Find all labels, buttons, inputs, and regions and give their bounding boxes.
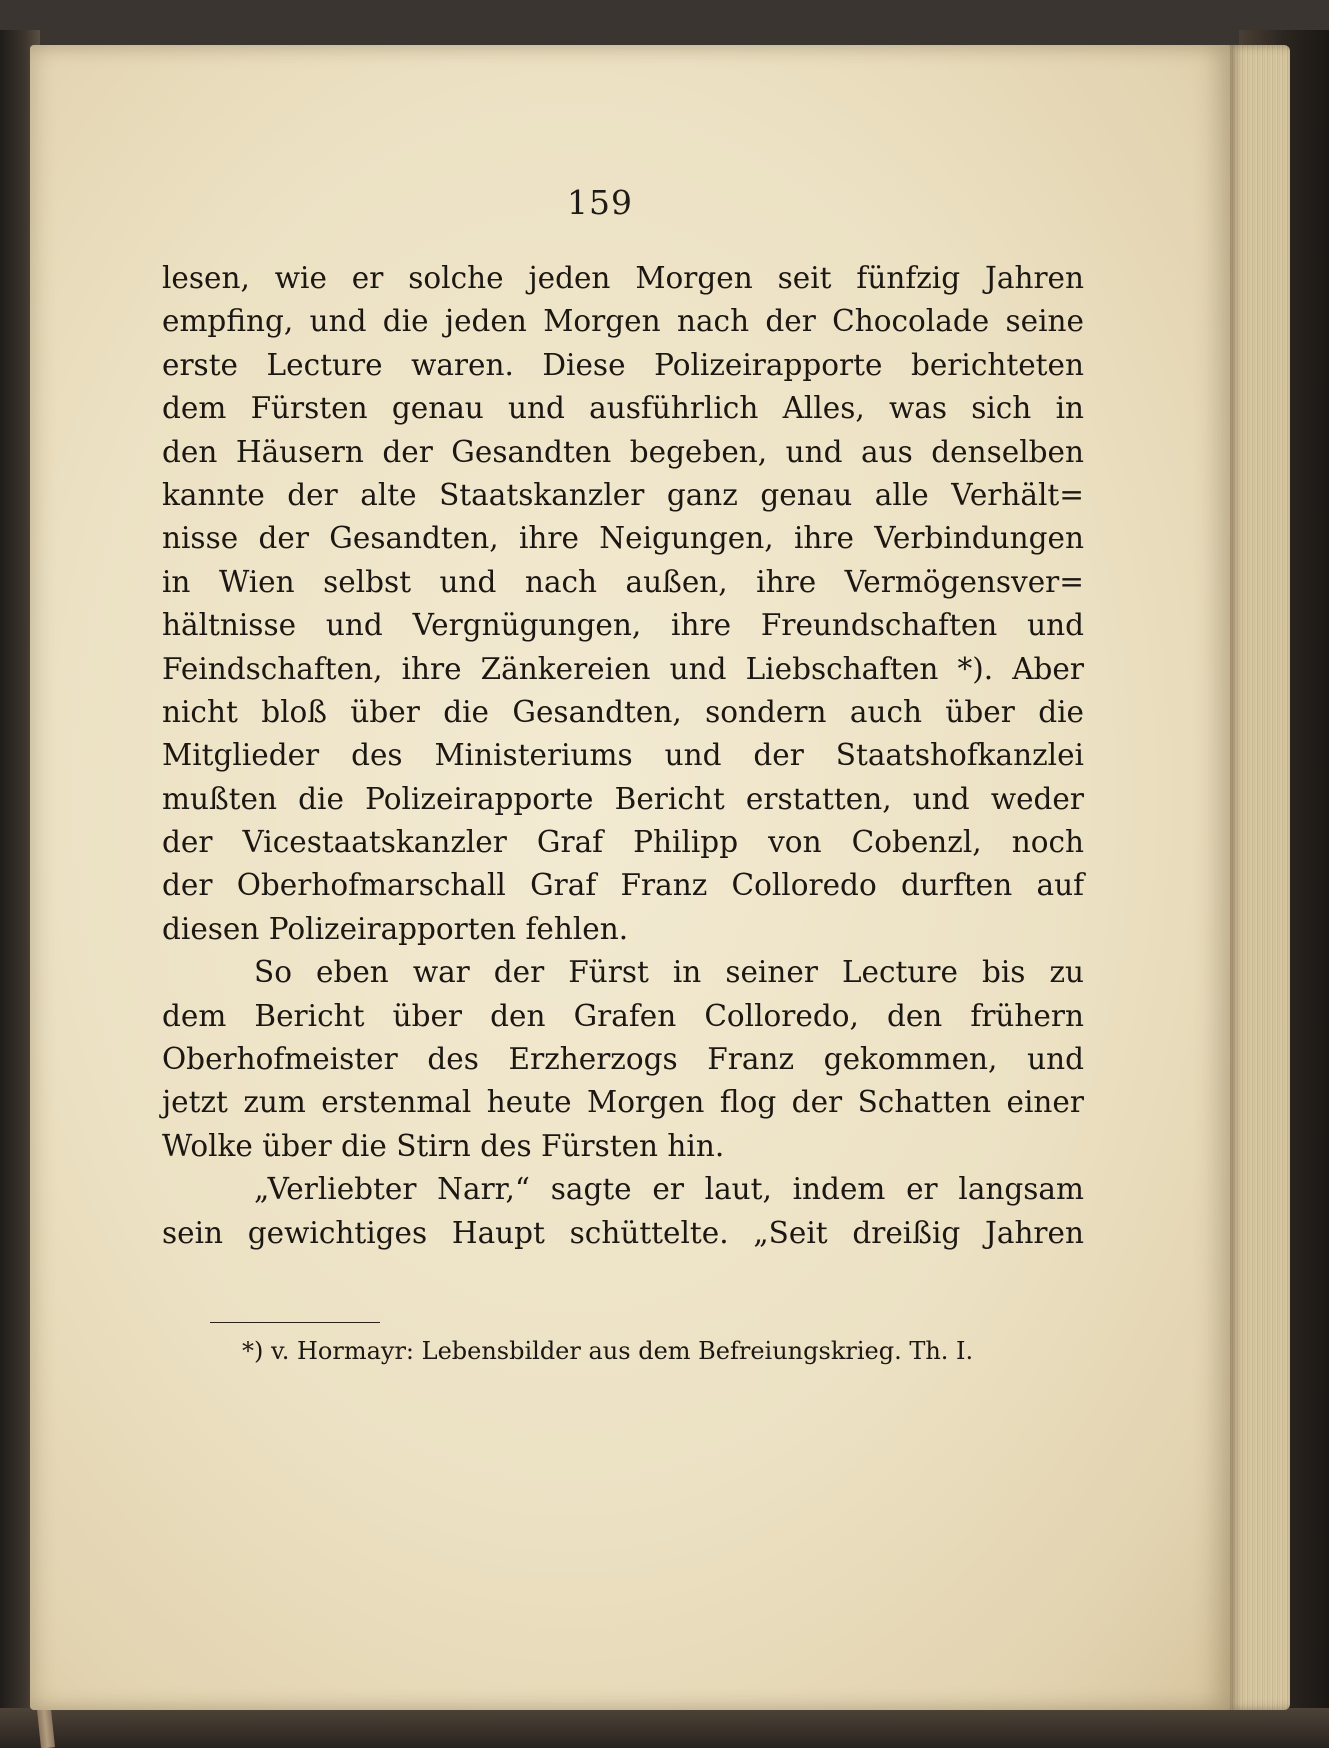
text-line: in Wien selbst und nach außen, ihre Vermögensver= — [162, 564, 1084, 599]
text-line: kannte der alte Staatskanzler ganz genau alle Verhält= — [162, 477, 1084, 512]
text-line: hältnisse und Vergnügungen, ihre Freundschaften und — [162, 608, 1084, 643]
text-line: den Häusern der Gesandten begeben, und aus denselben — [162, 434, 1084, 469]
text-line: jetzt zum erstenmal heute Morgen flog der Schatten einer — [162, 1085, 1084, 1120]
book-page — [30, 45, 1230, 1710]
text-line: Mitglieder des Ministeriums und der Staatshofkanzlei — [162, 738, 1084, 773]
text-line: der Oberhofmarschall Graf Franz Colloredo durften auf — [162, 868, 1084, 903]
text-line: Wolke über die Stirn des Fürsten hin. — [162, 1128, 725, 1163]
text-line: sein gewichtiges Haupt schüttelte. „Seit dreißig Jahren — [162, 1215, 1084, 1250]
text-line: lesen, wie er solche jeden Morgen seit fünfzig Jahren — [162, 261, 1084, 295]
text-line: der Vicestaatskanzler Graf Philipp von Cobenzl, noch — [162, 825, 1084, 860]
text-line: dem Fürsten genau und ausführlich Alles, was sich in — [162, 391, 1084, 426]
body-text — [162, 257, 1084, 1255]
footnote: *) v. Hormayr: Lebensbilder aus dem Befreiungskrieg. Th. I. — [242, 1337, 974, 1365]
text-line: dem Bericht über den Grafen Colloredo, den frühern — [162, 998, 1084, 1033]
text-line: empfing, und die jeden Morgen nach der Chocolade seine — [162, 304, 1084, 339]
page-edges-stack — [1228, 45, 1290, 1710]
text-line: Oberhofmeister des Erzherzogs Franz gekommen, und — [162, 1042, 1084, 1077]
text-line: Feindschaften, ihre Zänkereien und Liebschaften *). Aber — [162, 651, 1084, 686]
text-line: erste Lecture waren. Diese Polizeirapporte berichteten — [162, 347, 1084, 382]
text-line: So eben war der Fürst in seiner Lecture bis zu — [254, 955, 1084, 990]
page-number: 159 — [567, 183, 633, 222]
text-line: nicht bloß über die Gesandten, sondern auch über die — [162, 694, 1084, 729]
text-line: mußten die Polizeirapporte Bericht erstatten, und weder — [162, 781, 1084, 816]
book-cover-bottom-edge — [0, 1708, 1329, 1748]
text-line: „Verliebter Narr,“ sagte er laut, indem er langsam — [254, 1172, 1084, 1207]
text-line: nisse der Gesandten, ihre Neigungen, ihre Verbindungen — [162, 521, 1084, 556]
text-line: diesen Polizeirapporten fehlen. — [162, 911, 629, 946]
footnote-divider — [210, 1322, 380, 1323]
